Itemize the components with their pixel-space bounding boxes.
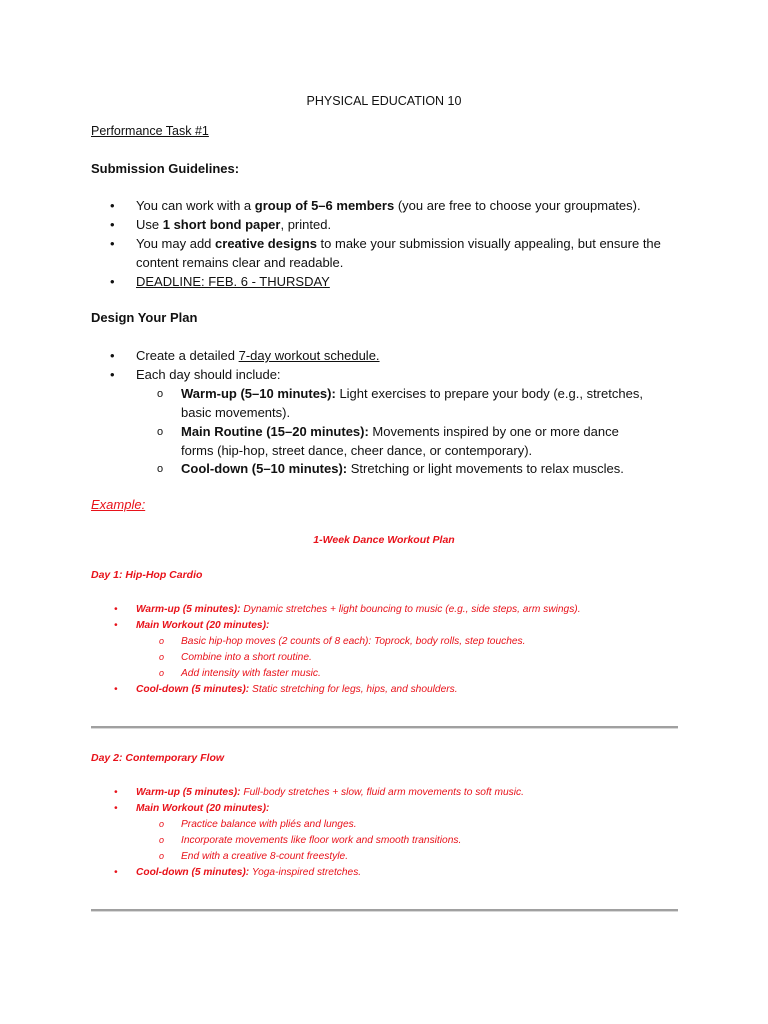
- sub-bullet-icon: o: [159, 636, 165, 646]
- sub-bullet-icon: o: [159, 668, 165, 678]
- bullet-icon: •: [114, 604, 118, 615]
- day2-sub-text: Incorporate movements like floor work and smooth transitions.: [181, 835, 462, 846]
- guideline-bold: group of 5–6 members: [254, 198, 395, 213]
- section-divider: [91, 909, 678, 912]
- day2-cooldown-text: Yoga-inspired stretches.: [249, 867, 362, 878]
- day2-sub-item: [159, 833, 462, 849]
- guideline-item-deadline: [110, 273, 330, 292]
- day1-main: [114, 618, 270, 634]
- submission-guidelines-heading: Submission Guidelines:: [91, 161, 240, 176]
- guideline-item-paper: [110, 216, 332, 235]
- day2-main: [114, 801, 270, 817]
- section-divider: [91, 726, 678, 729]
- day2-sub-text: End with a creative 8-count freestyle.: [181, 851, 349, 862]
- design-bold: Main Routine (15–20 minutes):: [181, 424, 369, 439]
- day1-warmup-label: Warm-up (5 minutes):: [136, 604, 241, 615]
- design-bold: Warm-up (5–10 minutes):: [181, 386, 336, 401]
- day1-main-label: Main Workout (20 minutes):: [136, 620, 270, 631]
- design-plan-heading: Design Your Plan: [91, 310, 198, 325]
- day1-cooldown-text: Static stretching for legs, hips, and shoulders.: [249, 684, 458, 695]
- bullet-icon: •: [110, 217, 115, 232]
- design-sub-warmup: [157, 385, 643, 422]
- design-item-schedule: [110, 347, 380, 366]
- design-text: forms (hip-hop, street dance, cheer dance, or contemporary).: [181, 442, 533, 458]
- design-text: Stretching or light movements to relax muscles.: [347, 461, 624, 476]
- bullet-icon: •: [110, 348, 115, 363]
- sub-bullet-icon: o: [159, 819, 165, 829]
- day1-cooldown-label: Cool-down (5 minutes):: [136, 684, 250, 695]
- sub-bullet-icon: o: [159, 652, 165, 662]
- sub-bullet-icon: o: [157, 388, 164, 400]
- design-bold: Cool-down (5–10 minutes):: [181, 461, 348, 476]
- day2-title: Day 2: Contemporary Flow: [91, 752, 225, 764]
- day2-sub-text: Practice balance with pliés and lunges.: [181, 819, 357, 830]
- bullet-icon: •: [114, 803, 118, 814]
- performance-task-label: Performance Task #1: [91, 124, 209, 138]
- deadline-text: DEADLINE: FEB. 6 - THURSDAY: [136, 274, 330, 289]
- guideline-text: You can work with a: [136, 198, 255, 213]
- day2-warmup-label: Warm-up (5 minutes):: [136, 787, 241, 798]
- day2-cooldown: [114, 865, 362, 881]
- day1-cooldown: [114, 682, 458, 698]
- design-text: Movements inspired by one or more dance: [368, 424, 619, 439]
- day1-warmup-text: Dynamic stretches + light bouncing to music (e.g., side steps, arm swings).: [240, 604, 581, 615]
- guideline-text: content remains clear and readable.: [136, 254, 344, 270]
- bullet-icon: •: [110, 198, 115, 213]
- day1-sub-text: Basic hip-hop moves (2 counts of 8 each): Toprock, body rolls, step touches.: [181, 636, 526, 647]
- day2-sub-item: [159, 817, 357, 833]
- bullet-icon: •: [114, 684, 118, 695]
- day1-sub-text: Combine into a short routine.: [181, 652, 312, 663]
- design-text: Each day should include:: [136, 367, 281, 382]
- design-underlined: 7-day workout schedule.: [238, 348, 380, 363]
- guideline-text: Use: [136, 217, 163, 232]
- day2-warmup: [114, 785, 524, 801]
- example-label: Example:: [91, 497, 146, 512]
- guideline-item-designs: [110, 235, 661, 272]
- guideline-text: (you are free to choose your groupmates).: [394, 198, 641, 213]
- design-sub-cooldown: [157, 460, 624, 479]
- design-text: Light exercises to prepare your body (e.g., stretches,: [335, 386, 643, 401]
- day1-sub-item: [159, 650, 312, 666]
- bullet-icon: •: [110, 367, 115, 382]
- design-text: basic movements).: [181, 404, 291, 420]
- guideline-text: to make your submission visually appealing, but ensure the: [316, 236, 661, 251]
- day2-warmup-text: Full-body stretches + slow, fluid arm movements to soft music.: [240, 787, 524, 798]
- day1-sub-text: Add intensity with faster music.: [181, 668, 321, 679]
- sub-bullet-icon: o: [157, 426, 164, 438]
- bullet-icon: •: [114, 787, 118, 798]
- day1-warmup: [114, 602, 581, 618]
- day1-sub-item: [159, 634, 526, 650]
- day1-title: Day 1: Hip-Hop Cardio: [91, 569, 203, 581]
- day1-sub-item: [159, 666, 321, 682]
- guideline-bold: creative designs: [215, 236, 317, 251]
- design-text: Create a detailed: [136, 348, 239, 363]
- guideline-text: , printed.: [280, 217, 332, 232]
- bullet-icon: •: [110, 274, 115, 289]
- guideline-bold: 1 short bond paper: [162, 217, 281, 232]
- bullet-icon: •: [110, 236, 115, 251]
- guideline-item-group: [110, 197, 641, 216]
- sub-bullet-icon: o: [157, 463, 164, 475]
- sub-bullet-icon: o: [159, 835, 165, 845]
- plan-title: 1-Week Dance Workout Plan: [313, 534, 455, 546]
- sub-bullet-icon: o: [159, 851, 165, 861]
- day2-cooldown-label: Cool-down (5 minutes):: [136, 867, 250, 878]
- design-item-include: [110, 366, 281, 385]
- bullet-icon: •: [114, 867, 118, 878]
- bullet-icon: •: [114, 620, 118, 631]
- guideline-text: You may add: [136, 236, 216, 251]
- document-title: PHYSICAL EDUCATION 10: [306, 94, 462, 108]
- day2-sub-item: [159, 849, 349, 865]
- day2-main-label: Main Workout (20 minutes):: [136, 803, 270, 814]
- design-sub-main: [157, 423, 619, 460]
